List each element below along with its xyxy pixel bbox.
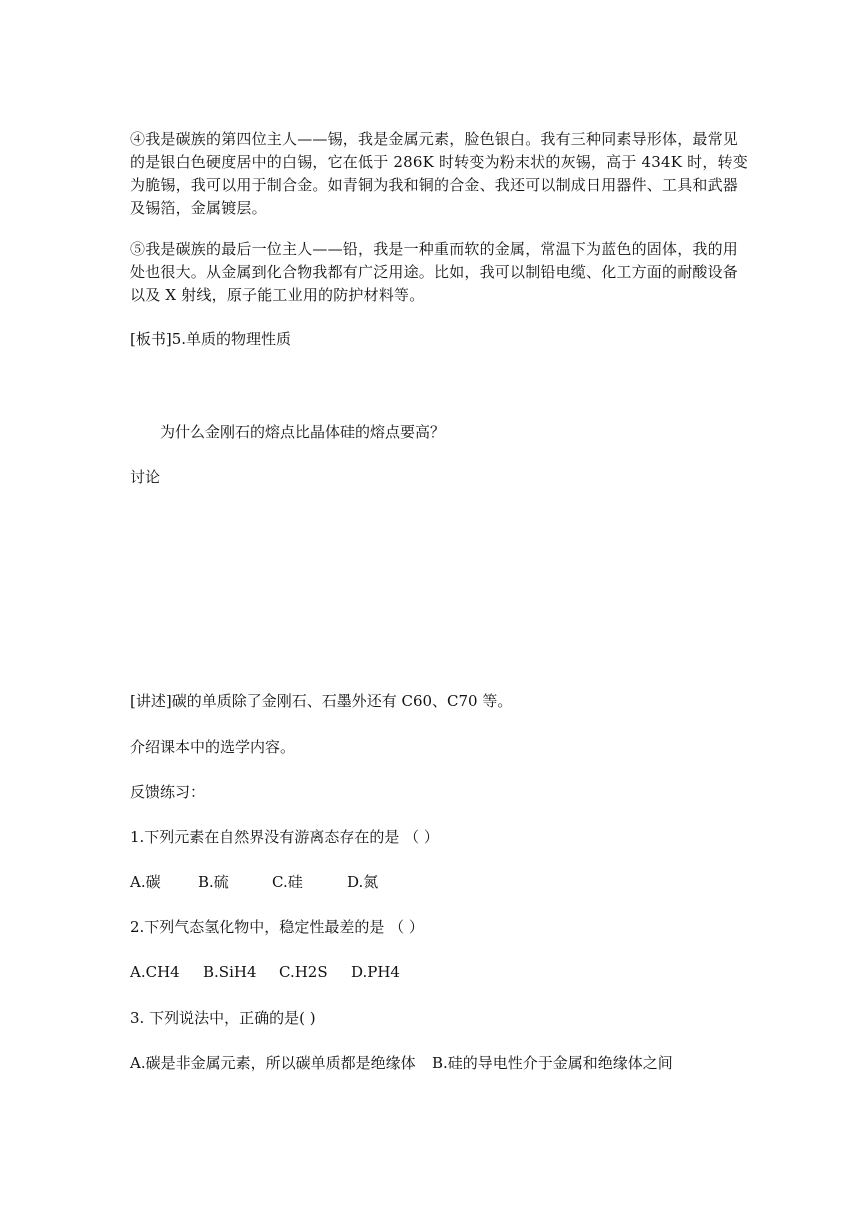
discussion-question: 为什么金刚石的熔点比晶体硅的熔点要高？ bbox=[160, 423, 446, 441]
question-2-stem: 2.下列气态氢化物中，稳定性最差的是 （ ） bbox=[130, 918, 424, 936]
intro-note: 介绍课本中的选学内容。 bbox=[130, 738, 296, 756]
option-b: B.硫 bbox=[198, 873, 229, 891]
option-a: A.CH4 bbox=[130, 963, 180, 981]
discuss-label: 讨论 bbox=[130, 468, 161, 486]
question-3-options bbox=[130, 1052, 673, 1074]
paragraph-line: 及锡箔，金属镀层。 bbox=[130, 199, 267, 217]
paragraph-line: ④我是碳族的第四位主人——锡，我是金属元素，脸色银白。我有三种同素导形体，最常见 bbox=[130, 130, 739, 148]
question-3-stem: 3. 下列说法中，正确的是( ) bbox=[130, 1009, 316, 1027]
paragraph-line: 为脆锡，我可以用于制合金。如青铜为我和铜的合金、我还可以制成日用器件、工具和武器 bbox=[130, 176, 739, 194]
feedback-heading: 反馈练习： bbox=[130, 783, 206, 801]
paragraph-tin bbox=[130, 128, 748, 220]
board-note: [板书]5.单质的物理性质 bbox=[130, 330, 292, 348]
option-b: B.SiH4 bbox=[203, 963, 257, 981]
paragraph-line: ⑤我是碳族的最后一位主人——铅，我是一种重而软的金属，常温下为蓝色的固体，我的用 bbox=[130, 240, 739, 258]
paragraph-line: 的是银白色硬度居中的白锡，它在低于 286K 时转变为粉末状的灰锡，高于 434K 时，转变 bbox=[130, 153, 748, 171]
question-1-stem: 1.下列元素在自然界没有游离态存在的是 （ ） bbox=[130, 828, 439, 846]
option-b: B.硅的导电性介于金属和绝缘体之间 bbox=[432, 1054, 673, 1072]
paragraph-line: 处也很大。从金属到化合物我都有广泛用途。比如，我可以制铅电缆、化工方面的耐酸设备 bbox=[130, 263, 739, 281]
question-2-options bbox=[130, 961, 400, 983]
option-d: D.PH4 bbox=[351, 963, 400, 981]
option-d: D.氮 bbox=[347, 873, 379, 891]
option-a: A.碳是非金属元素，所以碳单质都是绝缘体 bbox=[130, 1054, 416, 1072]
option-a: A.碳 bbox=[130, 873, 161, 891]
option-c: C.H2S bbox=[279, 963, 328, 981]
lecture-note: [讲述]碳的单质除了金刚石、石墨外还有 C60、C70 等。 bbox=[130, 692, 513, 710]
question-1-options bbox=[130, 871, 378, 893]
option-c: C.硅 bbox=[272, 873, 303, 891]
paragraph-lead bbox=[130, 238, 740, 307]
paragraph-line: 以及 X 射线，原子能工业用的防护材料等。 bbox=[130, 286, 425, 304]
